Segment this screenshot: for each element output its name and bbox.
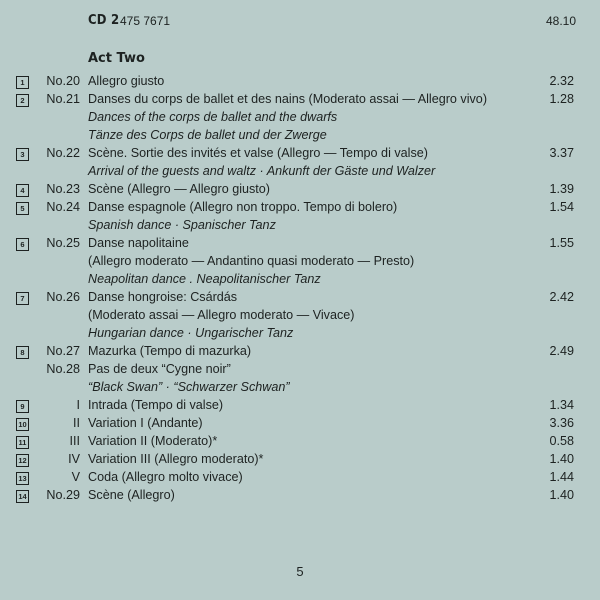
track-title: Danse hongroise: Csárdás (88, 290, 238, 304)
track-title-line (0, 72, 600, 90)
track-title: Scène. Sortie des invités et valse (Allegro — Tempo di valse) (88, 146, 428, 160)
track-duration: 3.36 (549, 416, 574, 430)
track-number-box: 5 (16, 202, 29, 215)
cd-header (88, 13, 576, 33)
movement-number: IV (68, 452, 80, 466)
track-duration: 0.58 (549, 434, 574, 448)
movement-number: V (71, 470, 80, 484)
translated-title: Arrival of the guests and waltz · Ankunft der Gäste und Walzer (88, 164, 436, 178)
track-duration: 1.34 (549, 398, 574, 412)
track-title-line (0, 180, 600, 198)
movement-number: I (76, 398, 80, 412)
track-title: (Moderato assai — Allegro moderato — Vivace) (88, 308, 355, 322)
track-subtitle-line (0, 306, 600, 324)
track-title-line (0, 288, 600, 306)
track-subtitle-line (0, 270, 600, 288)
track-title-line (0, 432, 600, 450)
track-title-line (0, 234, 600, 252)
track-title-line (0, 468, 600, 486)
track-number-box: 12 (16, 454, 29, 467)
translated-title: “Black Swan” · “Schwarzer Schwan” (88, 380, 290, 394)
track-title: Coda (Allegro molto vivace) (88, 470, 243, 484)
movement-number: No.23 (46, 182, 80, 196)
track-title: (Allegro moderato — Andantino quasi moderato — Presto) (88, 254, 415, 268)
track-title-line (0, 396, 600, 414)
track-entry (0, 90, 600, 144)
track-duration: 1.28 (549, 92, 574, 106)
track-number-box: 10 (16, 418, 29, 431)
translated-title: Neapolitan dance . Neapolitanischer Tanz (88, 272, 321, 286)
track-duration: 1.55 (549, 236, 574, 250)
track-entry (0, 288, 600, 342)
track-duration: 1.40 (549, 452, 574, 466)
track-duration: 1.39 (549, 182, 574, 196)
track-title: Intrada (Tempo di valse) (88, 398, 224, 412)
track-title: Danses du corps de ballet et des nains (Moderato assai — Allegro vivo) (88, 92, 488, 106)
movement-number: No.22 (46, 146, 80, 160)
track-duration: 2.42 (549, 290, 574, 304)
track-number-box: 9 (16, 400, 29, 413)
track-entry (0, 198, 600, 234)
track-title: Scène (Allegro) (88, 488, 175, 502)
act-title: Act Two (88, 51, 145, 66)
track-title-line (0, 414, 600, 432)
track-entry (0, 234, 600, 288)
track-number-box: 4 (16, 184, 29, 197)
track-title-line (0, 198, 600, 216)
track-duration: 1.44 (549, 470, 574, 484)
track-number-box: 8 (16, 346, 29, 359)
track-subtitle-line (0, 378, 600, 396)
track-title-line (0, 342, 600, 360)
movement-number: No.20 (46, 74, 80, 88)
movement-number: III (69, 434, 80, 448)
track-title-line (0, 144, 600, 162)
track-subtitle-line (0, 126, 600, 144)
movement-number: No.24 (46, 200, 80, 214)
movement-number: No.26 (46, 290, 80, 304)
track-entry (0, 72, 600, 90)
track-title: Variation II (Moderato)* (88, 434, 218, 448)
track-number-box: 7 (16, 292, 29, 305)
track-title-line (0, 360, 600, 378)
track-title: Mazurka (Tempo di mazurka) (88, 344, 252, 358)
page-number: 5 (296, 564, 304, 579)
cd-label: CD 2 (88, 13, 120, 28)
track-entry (0, 414, 600, 432)
translated-title: Spanish dance · Spanischer Tanz (88, 218, 276, 232)
track-number-box: 13 (16, 472, 29, 485)
track-entry (0, 450, 600, 468)
track-subtitle-line (0, 252, 600, 270)
catalogue-number: 475 7671 (120, 14, 171, 28)
track-number-box: 6 (16, 238, 29, 251)
track-title-line (0, 486, 600, 504)
movement-number: No.27 (46, 344, 80, 358)
translated-title: Hungarian dance · Ungarischer Tanz (88, 326, 294, 340)
track-title: Variation III (Allegro moderato)* (88, 452, 264, 466)
track-list (0, 72, 600, 504)
track-duration: 1.40 (549, 488, 574, 502)
translated-title: Tänze des Corps de ballet und der Zwerge (88, 128, 327, 142)
total-duration: 48.10 (545, 14, 576, 28)
movement-number: No.28 (46, 362, 80, 376)
track-entry (0, 468, 600, 486)
track-entry (0, 396, 600, 414)
translated-title: Dances of the corps de ballet and the dwarfs (88, 110, 338, 124)
track-duration: 3.37 (549, 146, 574, 160)
movement-number: No.29 (46, 488, 80, 502)
track-entry (0, 432, 600, 450)
track-title-line (0, 450, 600, 468)
track-number-box: 1 (16, 76, 29, 89)
track-duration: 2.49 (549, 344, 574, 358)
track-title: Scène (Allegro — Allegro giusto) (88, 182, 271, 196)
track-subtitle-line (0, 216, 600, 234)
movement-number: II (73, 416, 80, 430)
track-duration: 2.32 (549, 74, 574, 88)
track-title: Danse espagnole (Allegro non troppo. Tempo di bolero) (88, 200, 398, 214)
track-duration: 1.54 (549, 200, 574, 214)
track-entry (0, 360, 600, 396)
movement-number: No.25 (46, 236, 80, 250)
track-title: Variation I (Andante) (88, 416, 203, 430)
track-entry (0, 144, 600, 180)
track-number-box: 3 (16, 148, 29, 161)
track-title: Danse napolitaine (88, 236, 189, 250)
track-title-line (0, 90, 600, 108)
track-title: Allegro giusto (88, 74, 165, 88)
track-entry (0, 180, 600, 198)
track-entry (0, 486, 600, 504)
track-subtitle-line (0, 108, 600, 126)
track-subtitle-line (0, 324, 600, 342)
track-subtitle-line (0, 162, 600, 180)
track-entry (0, 342, 600, 360)
track-number-box: 2 (16, 94, 29, 107)
movement-number: No.21 (46, 92, 80, 106)
track-number-box: 14 (16, 490, 29, 503)
track-title: Pas de deux “Cygne noir” (88, 362, 231, 376)
track-number-box: 11 (16, 436, 29, 449)
